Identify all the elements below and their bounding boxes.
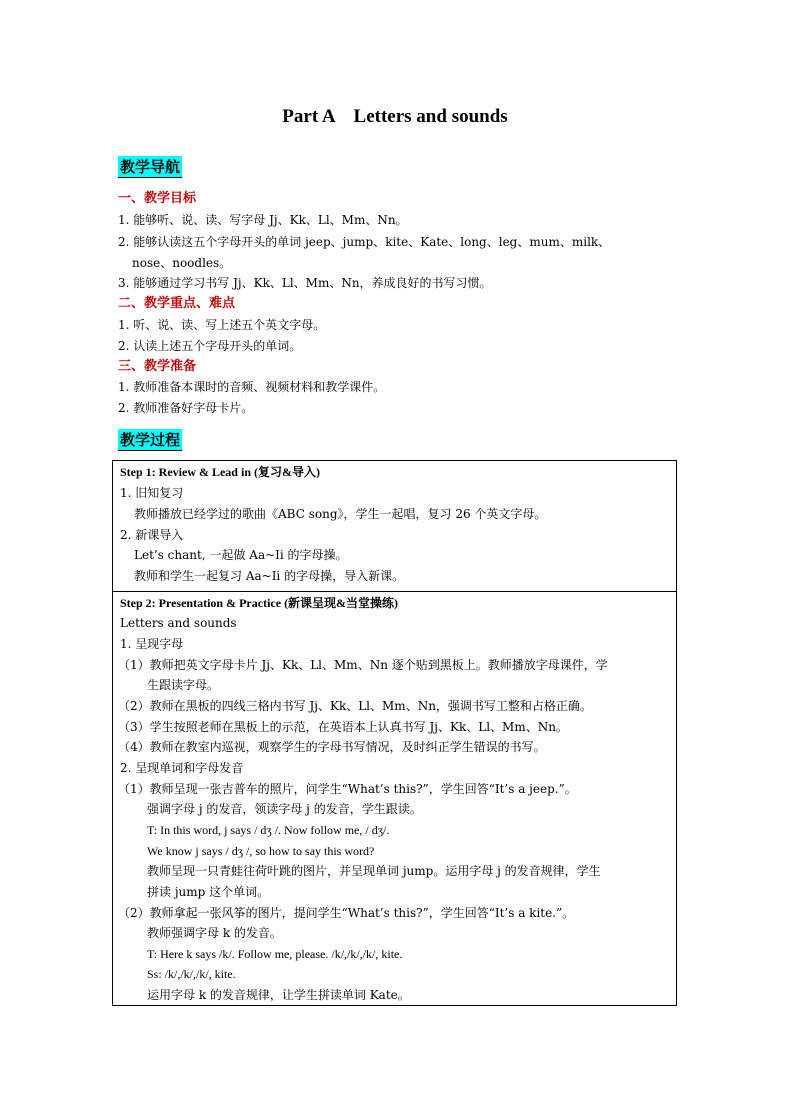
- goal-item: 3. 能够通过学习书写 Jj、Kk、Ll、Mm、Nn，养成良好的书写习惯。: [118, 276, 492, 290]
- step2-line: T: In this word, j says / dʒ /. Now follow me, / dʒ/.: [147, 823, 390, 837]
- goal-item: 1. 能够听、说、读、写字母 Jj、Kk、Ll、Mm、Nn。: [118, 213, 408, 227]
- step2-line: 教师呈现一只青蛙往荷叶跳的图片，并呈现单词 jump。运用字母 j 的发音规律，学生: [147, 864, 601, 878]
- step1-title: Step 1: Review & Lead in (复习&导入): [120, 465, 320, 479]
- goals-title: 一、教学目标: [118, 191, 197, 206]
- step2-line: 1. 呈现字母: [120, 637, 184, 651]
- goal-item: 2. 能够认读这五个字母开头的单词 jeep、jump、kite、Kate、long、leg、mum、milk、: [118, 235, 611, 249]
- step1-line: 教师播放已经学过的歌曲《ABC song》，学生一起唱，复习 26 个英文字母。: [134, 507, 547, 521]
- key-item: 1. 听、说、读、写上述五个英文字母。: [118, 318, 326, 332]
- step2-line: （2）教师拿起一张风筝的图片，提问学生“What’s this?”，学生回答“It’s a kite.”。: [118, 906, 575, 920]
- step2-line: We know j says / dʒ /, so how to say this word?: [147, 844, 375, 858]
- step1-line: Let’s chant, 一起做 Aa~Ii 的字母操。: [134, 548, 348, 562]
- step2-line: T: Here k says /k/. Follow me, please. /k/,/k/,/k/, kite.: [147, 947, 403, 961]
- prep-title: 三、教学准备: [118, 359, 197, 374]
- prep-item: 1. 教师准备本课时的音频、视频材料和教学课件。: [118, 380, 386, 394]
- step2-line: 教师强调字母 k 的发音。: [147, 926, 282, 940]
- step2-line: 2. 呈现单词和字母发音: [120, 761, 244, 775]
- step2-line: （2）教师在黑板的四线三格内书写 Jj、Kk、Ll、Mm、Nn，强调书写工整和占格正确。: [118, 699, 592, 713]
- step2-cell: [113, 591, 676, 1005]
- step2-line: （1）教师把英文字母卡片 Jj、Kk、Ll、Mm、Nn 逐个贴到黑板上。教师播放字母课件，学: [118, 658, 608, 672]
- step1-line: 2. 新课导入: [120, 528, 184, 542]
- step2-line: 强调字母 j 的发音，领读字母 j 的发音，学生跟读。: [147, 802, 422, 816]
- step1-line: 1. 旧知复习: [120, 486, 184, 500]
- step2-line: Ss: /k/,/k/,/k/, kite.: [147, 967, 236, 981]
- step1-line: 教师和学生一起复习 Aa~Ii 的字母操，导入新课。: [134, 569, 405, 583]
- prep-item: 2. 教师准备好字母卡片。: [118, 401, 254, 415]
- step2-line: （3）学生按照老师在黑板上的示范，在英语本上认真书写 Jj、Kk、Ll、Mm、Nn。: [118, 720, 568, 734]
- step2-title: Step 2: Presentation & Practice (新课呈现&当堂操练): [120, 596, 399, 610]
- goal-item-continued: nose、noodles。: [132, 256, 232, 270]
- section-heading-navigation: 教学导航: [120, 158, 181, 176]
- step2-line: 拼读 jump 这个单词。: [147, 885, 270, 899]
- key-points-title: 二、教学重点、难点: [118, 296, 236, 311]
- step2-line: 生跟读字母。: [147, 678, 220, 692]
- process-table: [112, 460, 677, 1006]
- step2-line: Letters and sounds: [120, 616, 237, 630]
- step1-cell: [113, 461, 676, 591]
- step2-line: （4）教师在教室内巡视，观察学生的字母书写情况，及时纠正学生错误的书写。: [118, 740, 546, 754]
- key-item: 2. 认读上述五个字母开头的单词。: [118, 339, 302, 353]
- section-heading-process: 教学过程: [120, 431, 181, 449]
- step2-line: 运用字母 k 的发音规律，让学生拼读单词 Kate。: [147, 988, 410, 1002]
- page-title: Part A Letters and sounds: [282, 106, 508, 127]
- step2-line: （1）教师呈现一张吉普车的照片，问学生“What’s this?”，学生回答“It’s a jeep.”。: [118, 782, 577, 796]
